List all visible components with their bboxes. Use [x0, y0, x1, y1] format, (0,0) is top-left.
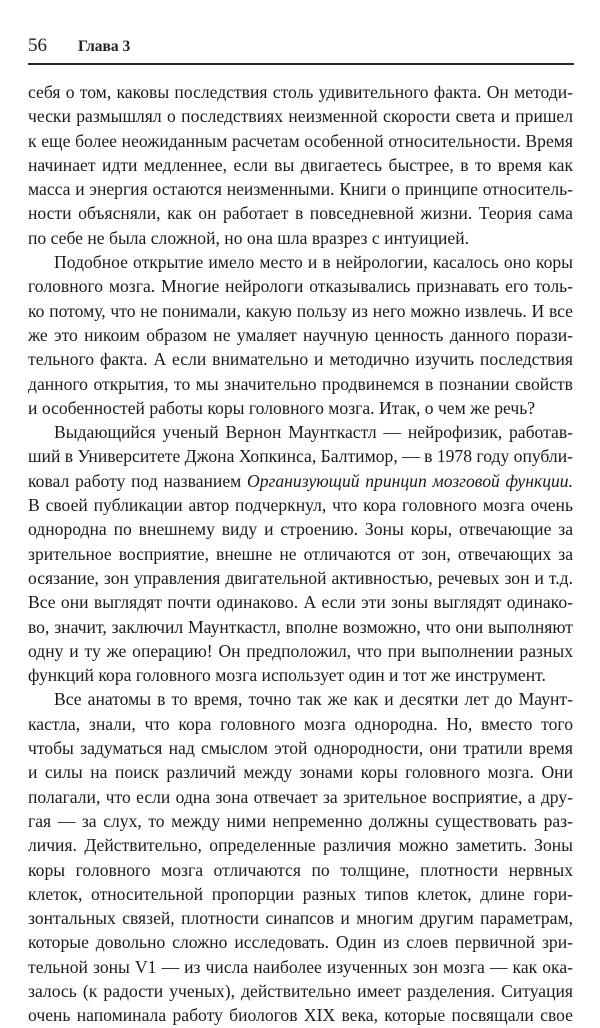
- text-line: [28, 396, 573, 420]
- text-line-content: ности объясняли, как он работает в повседневной жизни. Теория сама: [28, 203, 573, 224]
- text-line-content: и силы на поиск различий между зонами коры головного мозга. Они: [28, 762, 573, 783]
- text-line: [28, 517, 573, 541]
- text-line-content: чтобы задуматься над смыслом этой однородности, они тратили время: [28, 738, 573, 759]
- text-line-content: ковал работу под названием: [28, 470, 248, 491]
- text-line: [28, 80, 573, 104]
- text-line: [28, 372, 573, 396]
- text-line-content: же это никоим образом не умаляет научную ценность данного порази-: [28, 324, 573, 345]
- text-line-content: Выдающийся ученый Вернон Маунткастл — нейрофизик, работав-: [54, 422, 573, 443]
- text-line-content: однородна по внешнему виду и строению. Зоны коры, отвечающие за: [28, 519, 573, 540]
- text-line-content: кастла, знали, что кора головного мозга однородна. Но, вместо того: [28, 713, 573, 734]
- page-number: 56: [28, 35, 47, 56]
- text-line: [28, 760, 573, 784]
- text-line-content: ко потому, что не понимали, какую пользу из него можно извлечь. И все: [28, 300, 573, 321]
- text-line: [28, 858, 573, 882]
- text-line: [28, 833, 573, 857]
- text-line: [28, 955, 573, 979]
- text-line-content: себя о том, каковы последствия столь удивительного факта. Он методи-: [28, 82, 573, 102]
- text-line-content: Все анатомы в то время, точно так же как и десятки лет до Маунт-: [54, 689, 573, 710]
- text-line: [28, 323, 573, 347]
- text-line-content: Все они выглядят почти одинаково. А если эти зоны выглядят одинако-: [28, 592, 573, 613]
- text-line: [28, 809, 573, 833]
- publication-title: Организующий принцип мозговой функции.: [247, 470, 573, 491]
- text-line-content: осязание, зон управления двигательной активностью, речевых зон и т.д.: [28, 567, 573, 588]
- text-line: [28, 444, 573, 468]
- text-line: [28, 153, 573, 177]
- text-line-content: головного мозга. Многие нейрологи отказывались признавать его толь-: [28, 276, 573, 297]
- text-line: [28, 590, 573, 614]
- text-line-content: полагали, что если одна зона отвечает за зрительное восприятие, а дру-: [28, 786, 573, 807]
- text-line-content: тельного факта. А если внимательно и методично изучить последствия: [28, 349, 573, 370]
- text-line: [28, 1003, 573, 1027]
- text-line: [28, 566, 573, 590]
- text-line: [28, 882, 573, 906]
- text-line: [28, 785, 573, 809]
- text-line: [28, 687, 573, 711]
- text-line: [28, 226, 573, 250]
- text-line: [28, 274, 573, 298]
- text-line: [28, 129, 573, 153]
- text-line: [28, 615, 573, 639]
- body-text: [28, 80, 573, 1028]
- text-line-content: которые довольно сложно исследовать. Один из слоев первичной зри-: [28, 932, 573, 953]
- text-line: [28, 736, 573, 760]
- text-line: [28, 906, 573, 930]
- text-line-content: данного открытия, то мы значительно продвинемся в познании свойств: [28, 373, 573, 394]
- text-line: [28, 201, 573, 225]
- text-line-content: по себе не была сложной, но она шла вразрез с интуицией.: [28, 227, 470, 248]
- text-line: [28, 299, 573, 323]
- text-line-content: ший в Университете Джона Хопкинса, Балтимор, — в 1978 году опубли-: [28, 446, 573, 467]
- text-line-content: и особенностей работы коры головного мозга. Итак, о чем же речь?: [28, 397, 536, 418]
- text-line: [28, 663, 573, 687]
- text-line-content: чески размышлял о последствиях неизменной скорости света и пришел: [28, 106, 573, 127]
- text-line-content: залось (к радости ученых), действительно имеет разделения. Ситуация: [28, 980, 573, 1001]
- text-line-content: Подобное открытие имело место и в нейрологии, касалось оно коры: [54, 252, 573, 273]
- text-line-content: гая — за слух, то между ними непременно должны существовать раз-: [28, 810, 573, 831]
- text-line: [28, 639, 573, 663]
- text-line-content: коры головного мозга отличаются по толщине, плотности нервных: [28, 859, 573, 880]
- text-line: [28, 250, 573, 274]
- text-line: [28, 542, 573, 566]
- chapter-title: Глава 3: [78, 38, 131, 55]
- text-line: [28, 712, 573, 736]
- text-line-content: во, значит, заключил Маунткастл, вполне возможно, что они выполняют: [28, 616, 573, 637]
- text-line-content: одну и ту же операцию! Он предположил, что при выполнении разных: [28, 640, 573, 661]
- text-line-content: личия. Действительно, определенные различия можно заметить. Зоны: [28, 835, 573, 856]
- text-line-content: функций кора головного мозга использует один и тот же инструмент.: [28, 665, 546, 686]
- text-line: [28, 493, 573, 517]
- text-line: [28, 979, 573, 1003]
- text-line: [28, 104, 573, 128]
- text-line: [28, 930, 573, 954]
- text-line-content: зонтальных связей, плотности синапсов и многим другим параметрам,: [28, 908, 573, 929]
- header-rule: [28, 63, 574, 65]
- text-line: [28, 177, 573, 201]
- running-header: [28, 34, 573, 64]
- text-line-content: начинает идти медленнее, если вы двигаетесь быстрее, в то время как: [28, 154, 573, 175]
- text-line-content: к еще более неожиданным расчетам особенной относительности. Время: [28, 130, 573, 151]
- text-line: [28, 420, 573, 444]
- text-line-content: масса и энергия остаются неизменными. Книги о принципе относитель-: [28, 179, 573, 200]
- text-line-content: очень напоминала работу биологов XIX века, которые посвящали свое: [28, 1005, 573, 1026]
- text-line-content: В своей публикации автор подчеркнул, что кора головного мозга очень: [28, 495, 573, 516]
- text-line-content: клеток, относительной пропорции разных типов клеток, длине гори-: [28, 883, 573, 904]
- text-line: [28, 347, 573, 371]
- text-line-content: зрительное восприятие, внешне не отличаются от зон, отвечающих за: [28, 543, 573, 564]
- text-line-content: тельной зоны V1 — из числа наиболее изученных зон мозга — как ока-: [28, 956, 573, 977]
- text-line: [28, 469, 573, 493]
